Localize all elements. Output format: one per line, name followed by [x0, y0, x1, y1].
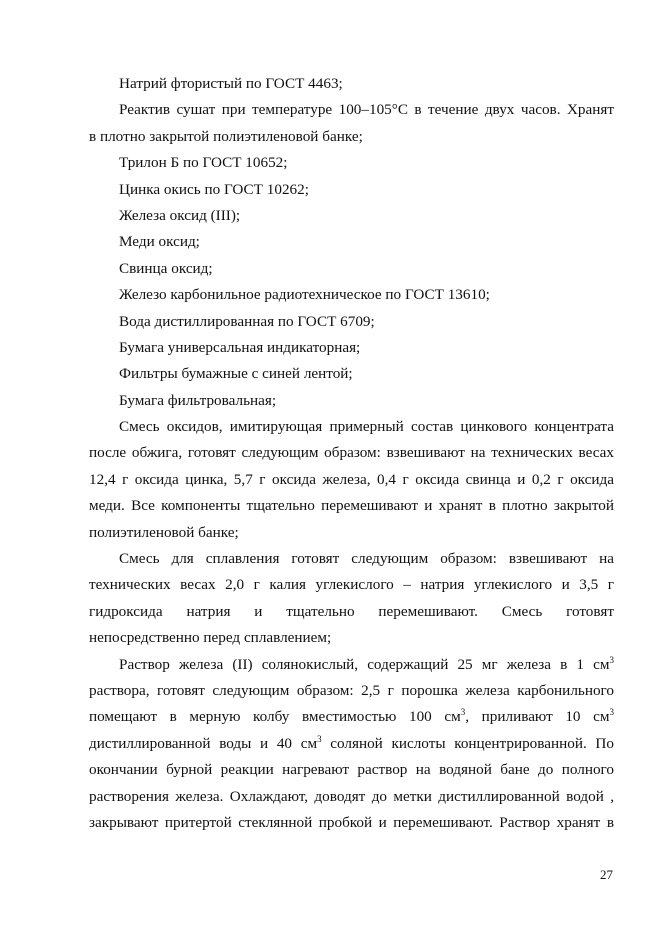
text-line: [89, 180, 614, 206]
text-line: [89, 602, 614, 628]
line-text: Раствор железа (II) солянокислый, содержащий 25 мг железа в 1 см: [119, 655, 610, 673]
line-text: Бумага фильтровальная;: [119, 391, 277, 409]
line-text-tail: соляной кислоты концентрированной. По: [321, 734, 614, 752]
line-text: раствора, готовят следующим образом: 2,5 г порошка железа карбонильного: [89, 681, 614, 699]
text-line: [89, 628, 614, 654]
line-text: полиэтиленовой банке;: [89, 523, 239, 541]
line-text: Вода дистиллированная по ГОСТ 6709;: [119, 312, 375, 330]
line-text: гидроксида натрия и тщательно перемешивают. Смесь готовят: [89, 602, 614, 620]
line-text: технических весах 2,0 г калия углекислого – натрия углекислого и 3,5 г: [89, 576, 614, 594]
text-line: [89, 153, 614, 179]
text-line: [89, 760, 614, 786]
text-line: [89, 523, 614, 549]
text-line: [89, 232, 614, 258]
text-line: [89, 443, 614, 469]
line-text: меди. Все компоненты тщательно перемешивают и хранят в плотно закрытой: [89, 497, 614, 515]
line-text: 12,4 г оксида цинка, 5,7 г оксида железа, 0,4 г оксида свинца и 0,2 г оксида: [89, 470, 614, 488]
line-text: Цинка окись по ГОСТ 10262;: [119, 180, 309, 198]
line-text: Свинца оксид;: [119, 259, 213, 277]
text-line: [89, 417, 614, 443]
line-text: Трилон Б по ГОСТ 10652;: [119, 154, 288, 172]
line-text: растворения железа. Охлаждают, доводят до метки дистиллированной водой ,: [89, 787, 614, 805]
line-text: в плотно закрытой полиэтиленовой банке;: [89, 127, 363, 145]
text-line: [89, 285, 614, 311]
line-text: Натрий фтористый по ГОСТ 4463;: [119, 75, 343, 92]
text-line: [89, 787, 614, 813]
text-line: [89, 734, 614, 760]
text-line: [89, 259, 614, 285]
line-text: непосредственно перед сплавлением;: [89, 629, 332, 647]
line-text: Фильтры бумажные с синей лентой;: [119, 365, 353, 383]
line-text: Бумага универсальная индикаторная;: [119, 338, 361, 356]
text-line: [89, 206, 614, 232]
text-line: [89, 496, 614, 522]
line-text: Железо карбонильное радиотехническое по ГОСТ 13610;: [119, 286, 490, 304]
superscript: 3: [460, 707, 466, 718]
text-line: [89, 655, 614, 681]
page-number: 27: [600, 867, 613, 882]
superscript: 3: [609, 654, 614, 665]
line-text: Меди оксид;: [119, 233, 200, 251]
line-text: Смесь для сплавления готовят следующим образом: взвешивают на: [119, 550, 614, 568]
text-line: [89, 312, 614, 338]
line-text: закрывают притертой стеклянной пробкой и перемешивают. Раствор хранят в: [89, 813, 614, 831]
text-line: [89, 549, 614, 575]
text-line: [89, 338, 614, 364]
line-text: Железа оксид (III);: [119, 206, 241, 224]
superscript: 3: [317, 733, 322, 744]
text-line: [89, 575, 614, 601]
text-line: [89, 391, 614, 417]
text-line: [89, 681, 614, 707]
superscript: 3: [609, 707, 614, 718]
line-text: окончании бурной реакции нагревают раствор на водяной бане до полного: [89, 761, 614, 779]
line-text: Реактив сушат при температуре 100–105°С в течение двух часов. Хранят: [119, 101, 614, 119]
text-line: [89, 470, 614, 496]
document-body: [89, 74, 614, 839]
line-text: помещают в мерную колбу вместимостью 100 см: [89, 708, 461, 726]
text-line: [89, 707, 614, 733]
line-text-tail: , приливают 10 см: [465, 708, 610, 726]
line-text: после обжига, готовят следующим образом: взвешивают на технических весах: [89, 444, 614, 462]
text-line: [89, 364, 614, 390]
text-line: [89, 100, 614, 126]
text-line: [89, 813, 614, 839]
text-line: [89, 74, 614, 100]
text-line: [89, 127, 614, 153]
line-text: Смесь оксидов, имитирующая примерный состав цинкового концентрата: [119, 418, 614, 436]
line-text: дистиллированной воды и 40 см: [89, 734, 318, 752]
